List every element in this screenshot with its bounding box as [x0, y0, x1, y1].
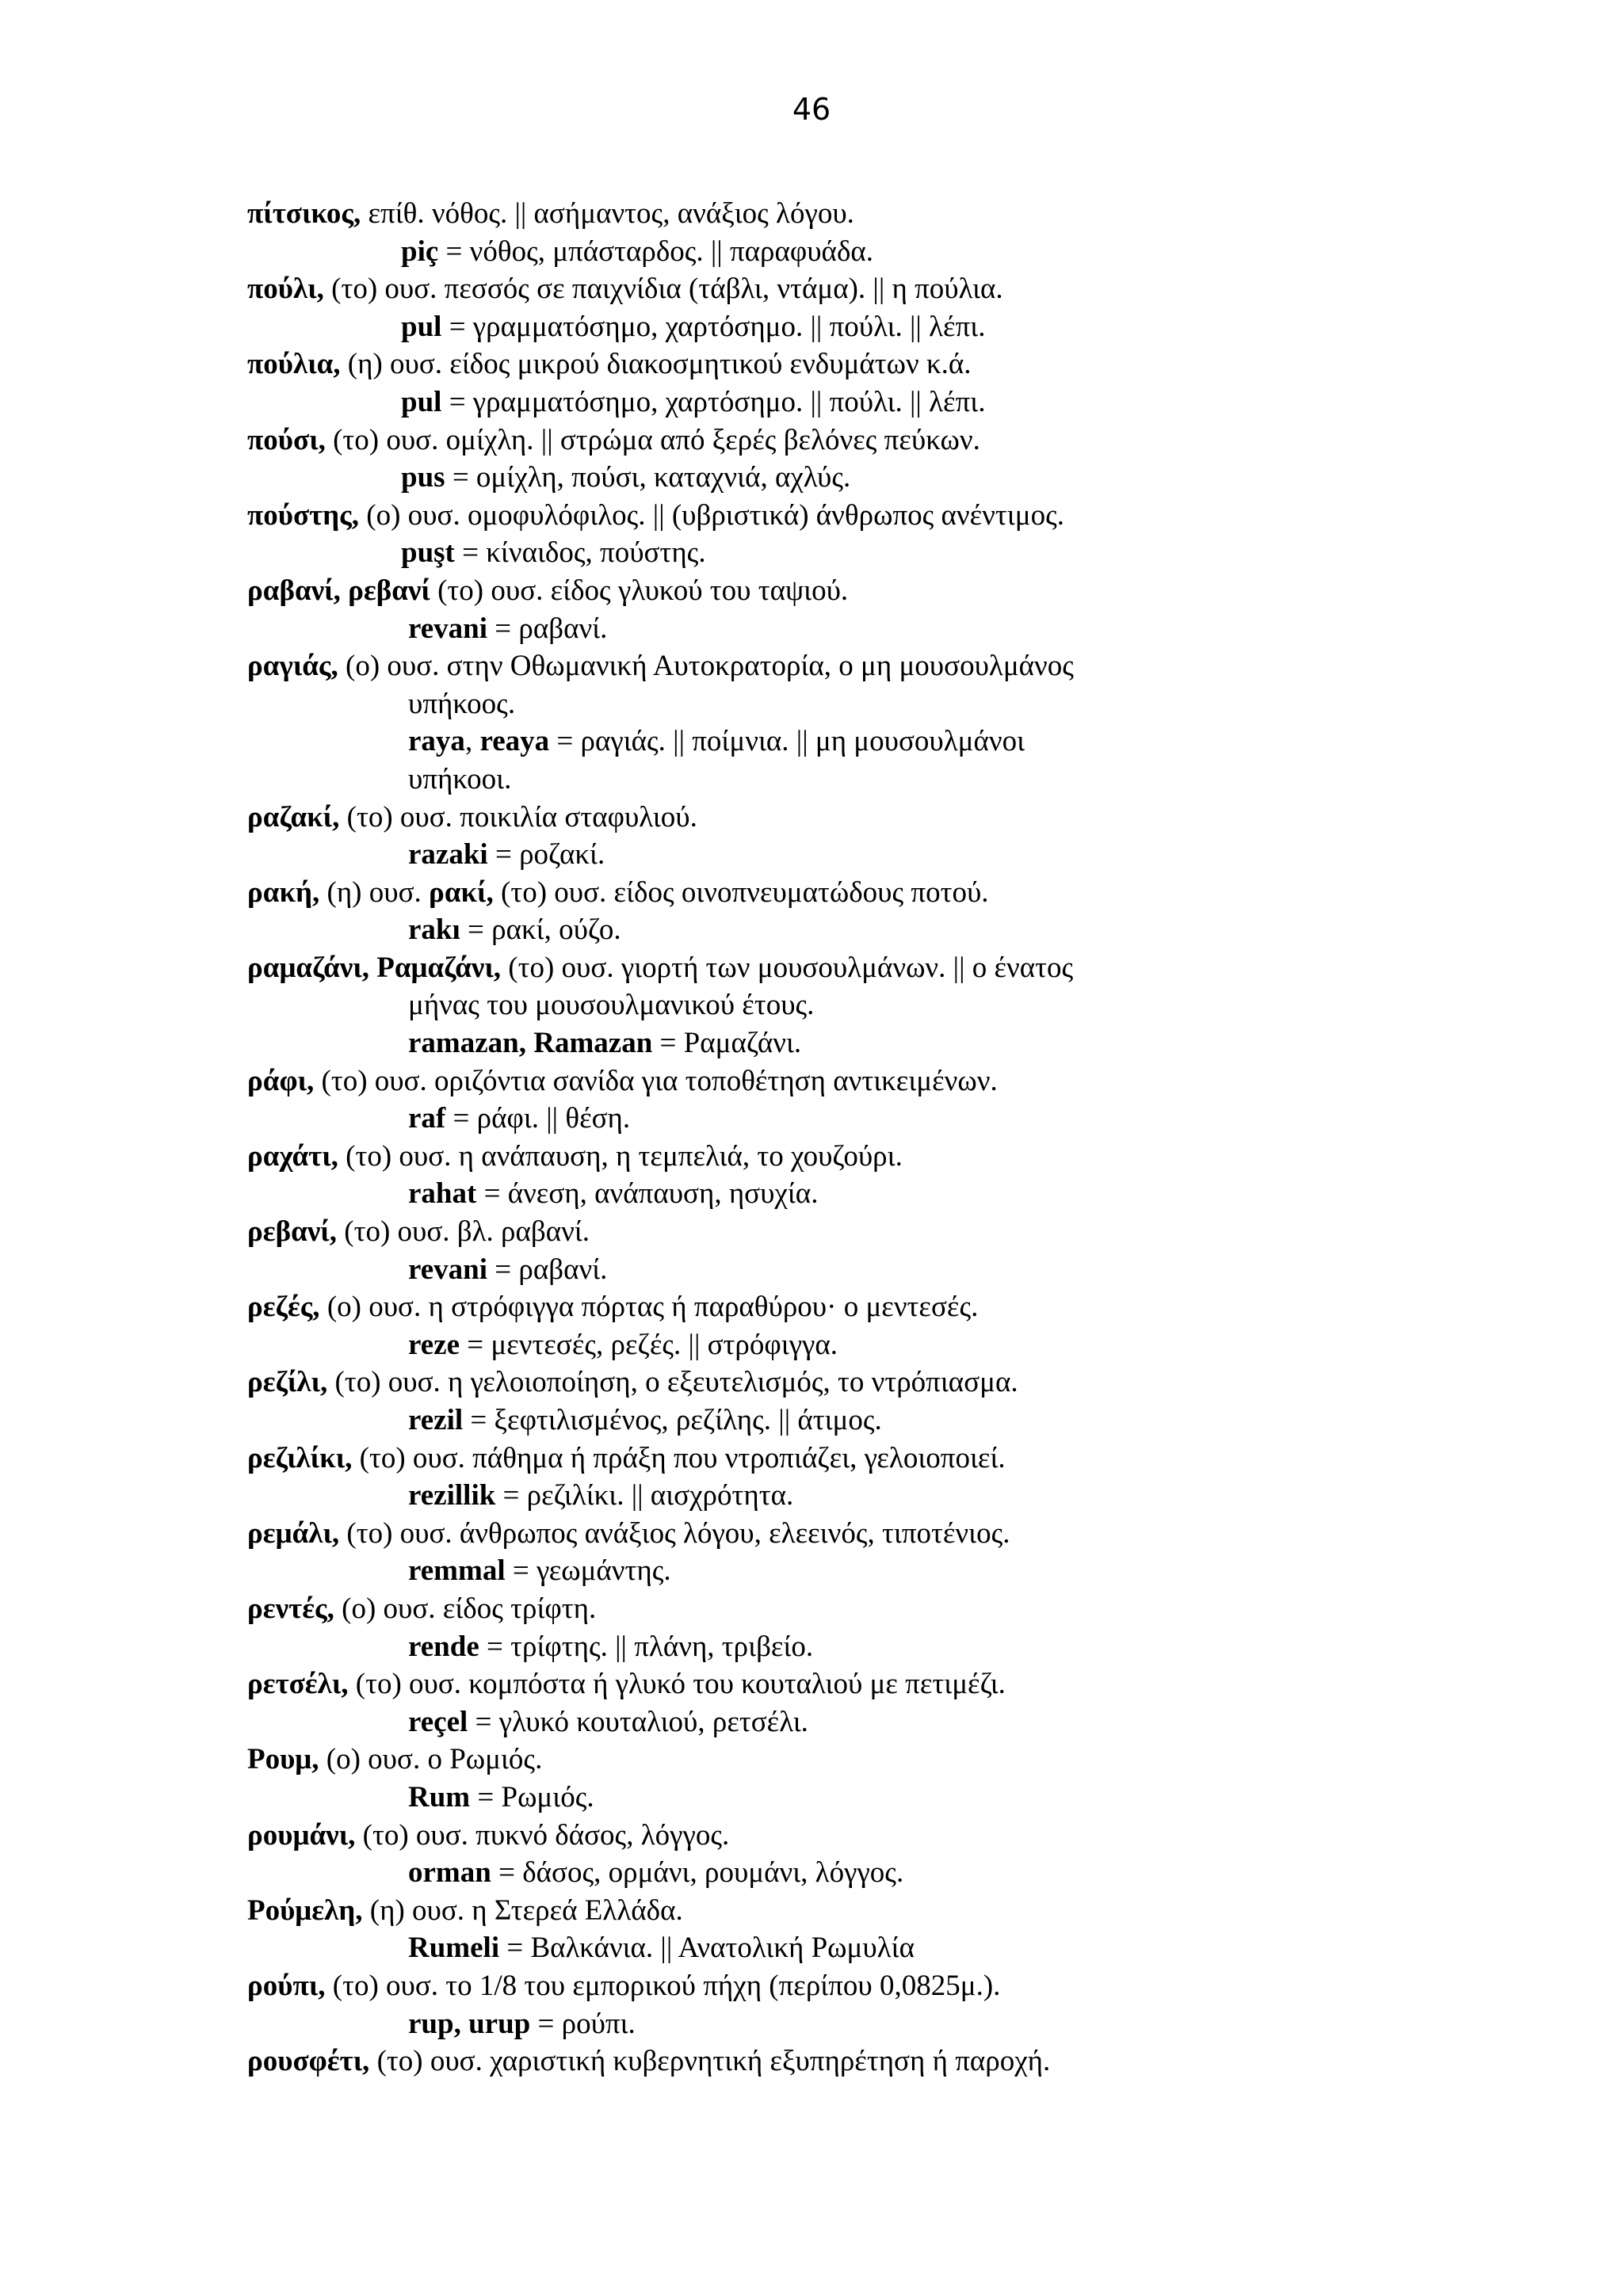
- entry-text: (το) ουσ. κομπόστα ή γλυκό του κουταλιού με πετιμέζι.: [348, 1668, 1006, 1701]
- entry-headword-line: [247, 1440, 1594, 1478]
- entry-text: (το) ουσ. οριζόντια σανίδα για τοποθέτηση αντικειμένων.: [314, 1064, 998, 1097]
- entry-term: reaya: [479, 725, 550, 758]
- entry-term: ραγιάς,: [247, 650, 338, 683]
- entry-text: μήνας του μουσουλμανικού έτους.: [408, 989, 815, 1022]
- entry-text: (ο) ουσ. ο Ρωμιός.: [319, 1743, 543, 1776]
- entry-text: = γραμματόσημο, χαρτόσημο. || πούλι. || λέπι.: [441, 310, 986, 343]
- dictionary-entries: [247, 195, 1594, 2081]
- entry-definition-line: [247, 1100, 1594, 1138]
- entry-text: = γραμματόσημο, χαρτόσημο. || πούλι. || λέπι.: [441, 385, 986, 418]
- entry-term: ρεβανί,: [247, 1215, 338, 1249]
- entry-text: = κίναιδος, πούστης.: [454, 536, 706, 570]
- entry-text: (η) ουσ.: [319, 875, 430, 909]
- entry-term: ρεζίλι,: [247, 1366, 328, 1399]
- entry-text: (το) ουσ. το 1/8 του εμπορικού πήχη (περίπου 0,0825μ.).: [325, 1969, 1001, 2002]
- entry-headword-line: [247, 497, 1594, 535]
- entry-text: (το) ουσ. ομίχλη. || στρώμα από ξερές βελόνες πεύκων.: [325, 423, 980, 456]
- entry-definition-line: [247, 685, 1594, 723]
- entry-term: Ρούμελη,: [247, 1894, 363, 1927]
- entry-text: (το) ουσ. χαριστική κυβερνητική εξυπηρέτηση ή παροχή.: [369, 2045, 1051, 2078]
- entry-text: (το) ουσ. είδος οινοπνευματώδους ποτού.: [493, 875, 989, 909]
- entry-term: raya: [408, 725, 465, 758]
- entry-term: pus: [401, 461, 445, 494]
- entry-text: (ο) ουσ. στην Οθωμανική Αυτοκρατορία, ο μη μουσουλμάνος: [338, 650, 1074, 683]
- entry-term: ράφι,: [247, 1064, 315, 1097]
- entry-term: ρουμάνι,: [247, 1818, 356, 1852]
- entry-text: = μεντεσές, ρεζές. || στρόφιγγα.: [460, 1328, 838, 1361]
- entry-term: ρεμάλι,: [247, 1516, 340, 1550]
- entry-text: = ροζακί.: [487, 838, 605, 871]
- entry-headword-line: [247, 949, 1594, 987]
- entry-headword-line: [247, 1892, 1594, 1930]
- entry-headword-line: [247, 270, 1594, 308]
- entry-headword-line: [247, 195, 1594, 233]
- page-number: 46: [792, 92, 831, 127]
- entry-definition-line: [247, 1703, 1594, 1741]
- entry-text: (το) ουσ. πυκνό δάσος, λόγγος.: [355, 1818, 730, 1852]
- entry-term: pul: [401, 385, 442, 418]
- entry-definition-line: [247, 534, 1594, 572]
- entry-text: (το) ουσ. πεσσός σε παιχνίδια (τάβλι, ντάμα). || η πούλια.: [323, 273, 1003, 306]
- entry-term: remmal: [408, 1554, 506, 1588]
- entry-term: orman: [408, 1856, 491, 1890]
- entry-term: rezil: [408, 1404, 464, 1436]
- entry-text: (ο) ουσ. η στρόφιγγα πόρτας ή παραθύρου· ο μεντεσές.: [319, 1291, 979, 1324]
- entry-text: ,: [464, 725, 480, 758]
- entry-headword-line: [247, 1590, 1594, 1628]
- entry-headword-line: [247, 1817, 1594, 1855]
- entry-headword-line: [247, 345, 1594, 383]
- entry-text: (το) ουσ. είδος γλυκού του ταψιού.: [430, 574, 849, 607]
- entry-definition-line: [247, 986, 1594, 1024]
- entry-headword-line: [247, 421, 1594, 460]
- entry-text: (η) ουσ. η Στερεά Ελλάδα.: [362, 1894, 683, 1927]
- entry-term: raf: [408, 1102, 446, 1135]
- entry-headword-line: [247, 799, 1594, 837]
- entry-definition-line: [247, 308, 1594, 346]
- entry-term: ραβανί, ρεβανί: [247, 574, 430, 607]
- entry-text: = ραβανί.: [487, 1253, 608, 1286]
- entry-text: = νόθος, μπάσταρδος. || παραφυάδα.: [438, 235, 874, 268]
- entry-text: = γλυκό κουταλιού, ρετσέλι.: [468, 1705, 808, 1738]
- entry-definition-line: [247, 1024, 1594, 1062]
- entry-text: (το) ουσ. η γελοιοποίηση, ο εξευτελισμός, το ντρόπιασμα.: [327, 1366, 1018, 1399]
- entry-term: revani: [408, 1253, 488, 1286]
- entry-definition-line: [247, 1326, 1594, 1364]
- entry-term: ραμαζάνι, Ραμαζάνι,: [247, 951, 502, 984]
- entry-headword-line: [247, 1515, 1594, 1553]
- entry-definition-line: [247, 1251, 1594, 1289]
- entry-headword-line: [247, 1288, 1594, 1326]
- entry-definition-line: [247, 1552, 1594, 1590]
- entry-headword-line: [247, 2042, 1594, 2081]
- entry-term: rup, urup: [408, 2007, 531, 2040]
- entry-text: (η) ουσ. είδος μικρού διακοσμητικού ενδυμάτων κ.ά.: [340, 348, 972, 381]
- entry-term: piç: [401, 235, 439, 268]
- entry-text: (ο) ουσ. ομοφυλόφιλος. || (υβριστικά) άνθρωπος ανέντιμος.: [359, 498, 1064, 532]
- entry-definition-line: [247, 610, 1594, 648]
- entry-definition-line: [247, 383, 1594, 421]
- entry-text: (το) ουσ. άνθρωπος ανάξιος λόγου, ελεεινός, τιποτένιος.: [339, 1516, 1010, 1550]
- entry-definition-line: [247, 836, 1594, 874]
- entry-definition-line: [247, 1175, 1594, 1213]
- entry-definition-line: [247, 911, 1594, 949]
- entry-text: = δάσος, ορμάνι, ρουμάνι, λόγγος.: [491, 1856, 904, 1890]
- entry-text: = Βαλκάνια. || Ανατολική Ρωμυλία: [499, 1932, 915, 1965]
- entry-term: pul: [401, 310, 442, 343]
- entry-text: (ο) ουσ. είδος τρίφτη.: [334, 1592, 597, 1625]
- entry-definition-line: [247, 1854, 1594, 1892]
- entry-text: (το) ουσ. βλ. ραβανί.: [337, 1215, 590, 1249]
- entry-headword-line: [247, 1741, 1594, 1779]
- entry-term: ramazan, Ramazan: [408, 1027, 653, 1060]
- entry-definition-line: [247, 1477, 1594, 1515]
- entry-headword-line: [247, 572, 1594, 610]
- entry-term: πίτσικος,: [247, 197, 361, 230]
- entry-definition-line: [247, 1628, 1594, 1666]
- entry-term: rakı: [408, 913, 460, 947]
- entry-text: υπήκοοι.: [408, 762, 512, 795]
- entry-term: Rum: [408, 1780, 471, 1814]
- entry-text: υπήκοος.: [408, 687, 516, 720]
- entry-term: rahat: [408, 1177, 477, 1211]
- entry-definition-line: [247, 233, 1594, 271]
- entry-text: (το) ουσ. πάθημα ή πράξη που ντροπιάζει, γελοιοποιεί.: [352, 1441, 1006, 1474]
- entry-term: ρακή,: [247, 875, 320, 909]
- entry-text: = ρεζιλίκι. || αισχρότητα.: [495, 1479, 794, 1512]
- entry-term: πούλια,: [247, 348, 341, 381]
- entry-definition-line: [247, 1402, 1594, 1440]
- entry-definition-line: [247, 1779, 1594, 1817]
- entry-term: ρουσφέτι,: [247, 2045, 370, 2078]
- entry-headword-line: [247, 1138, 1594, 1176]
- entry-definition-line: [247, 459, 1594, 497]
- entry-term: πούσι,: [247, 423, 326, 456]
- entry-headword-line: [247, 1213, 1594, 1251]
- entry-term: ραζακί,: [247, 800, 340, 833]
- entry-text: = ξεφτιλισμένος, ρεζίλης. || άτιμος.: [463, 1404, 882, 1436]
- entry-term: razaki: [408, 838, 488, 871]
- entry-definition-line: [247, 2005, 1594, 2043]
- entry-term: rezillik: [408, 1479, 496, 1512]
- entry-text: (το) ουσ. η ανάπαυση, η τεμπελιά, το χουζούρι.: [338, 1139, 903, 1173]
- entry-headword-line: [247, 1062, 1594, 1100]
- entry-text: = Ρωμιός.: [470, 1780, 594, 1814]
- entry-text: = άνεση, ανάπαυση, ησυχία.: [476, 1177, 819, 1211]
- entry-term: rende: [408, 1630, 479, 1663]
- entry-term: reze: [408, 1328, 460, 1361]
- entry-text: = ρούπι.: [530, 2007, 636, 2040]
- entry-term: πούλι,: [247, 273, 324, 306]
- entry-term: ραχάτι,: [247, 1139, 338, 1173]
- entry-term: ρακί,: [429, 875, 494, 909]
- entry-definition-line: [247, 723, 1594, 761]
- entry-term: πούστης,: [247, 498, 360, 532]
- entry-term: reçel: [408, 1705, 468, 1738]
- entry-text: = ραγιάς. || ποίμνια. || μη μουσουλμάνοι: [549, 725, 1025, 758]
- entry-text: = ραβανί.: [487, 612, 608, 645]
- entry-term: Rumeli: [408, 1932, 500, 1965]
- entry-text: επίθ. νόθος. || ασήμαντος, ανάξιος λόγου.: [361, 197, 854, 230]
- entry-headword-line: [247, 647, 1594, 685]
- entry-text: = Ραμαζάνι.: [652, 1027, 802, 1060]
- entry-term: revani: [408, 612, 488, 645]
- entry-term: Ρουμ,: [247, 1743, 319, 1776]
- entry-term: ρεζές,: [247, 1291, 320, 1324]
- entry-headword-line: [247, 1665, 1594, 1703]
- entry-text: (το) ουσ. γιορτή των μουσουλμάνων. || ο ένατος: [501, 951, 1074, 984]
- entry-text: (το) ουσ. ποικιλία σταφυλιού.: [339, 800, 697, 833]
- entry-definition-line: [247, 1929, 1594, 1967]
- entry-headword-line: [247, 1967, 1594, 2005]
- entry-term: ρεζιλίκι,: [247, 1441, 353, 1474]
- entry-term: ρούπι,: [247, 1969, 326, 2002]
- entry-headword-line: [247, 874, 1594, 912]
- entry-text: = γεωμάντης.: [505, 1554, 671, 1588]
- entry-text: = τρίφτης. || πλάνη, τριβείο.: [479, 1630, 814, 1663]
- entry-term: puşt: [401, 536, 455, 570]
- entry-term: ρετσέλι,: [247, 1668, 349, 1701]
- entry-term: ρεντές,: [247, 1592, 334, 1625]
- entry-headword-line: [247, 1363, 1594, 1402]
- entry-text: = ρακί, ούζο.: [460, 913, 621, 947]
- entry-definition-line: [247, 761, 1594, 799]
- entry-text: = ράφι. || θέση.: [445, 1102, 631, 1135]
- entry-text: = ομίχλη, πούσι, καταχνιά, αχλύς.: [445, 461, 851, 494]
